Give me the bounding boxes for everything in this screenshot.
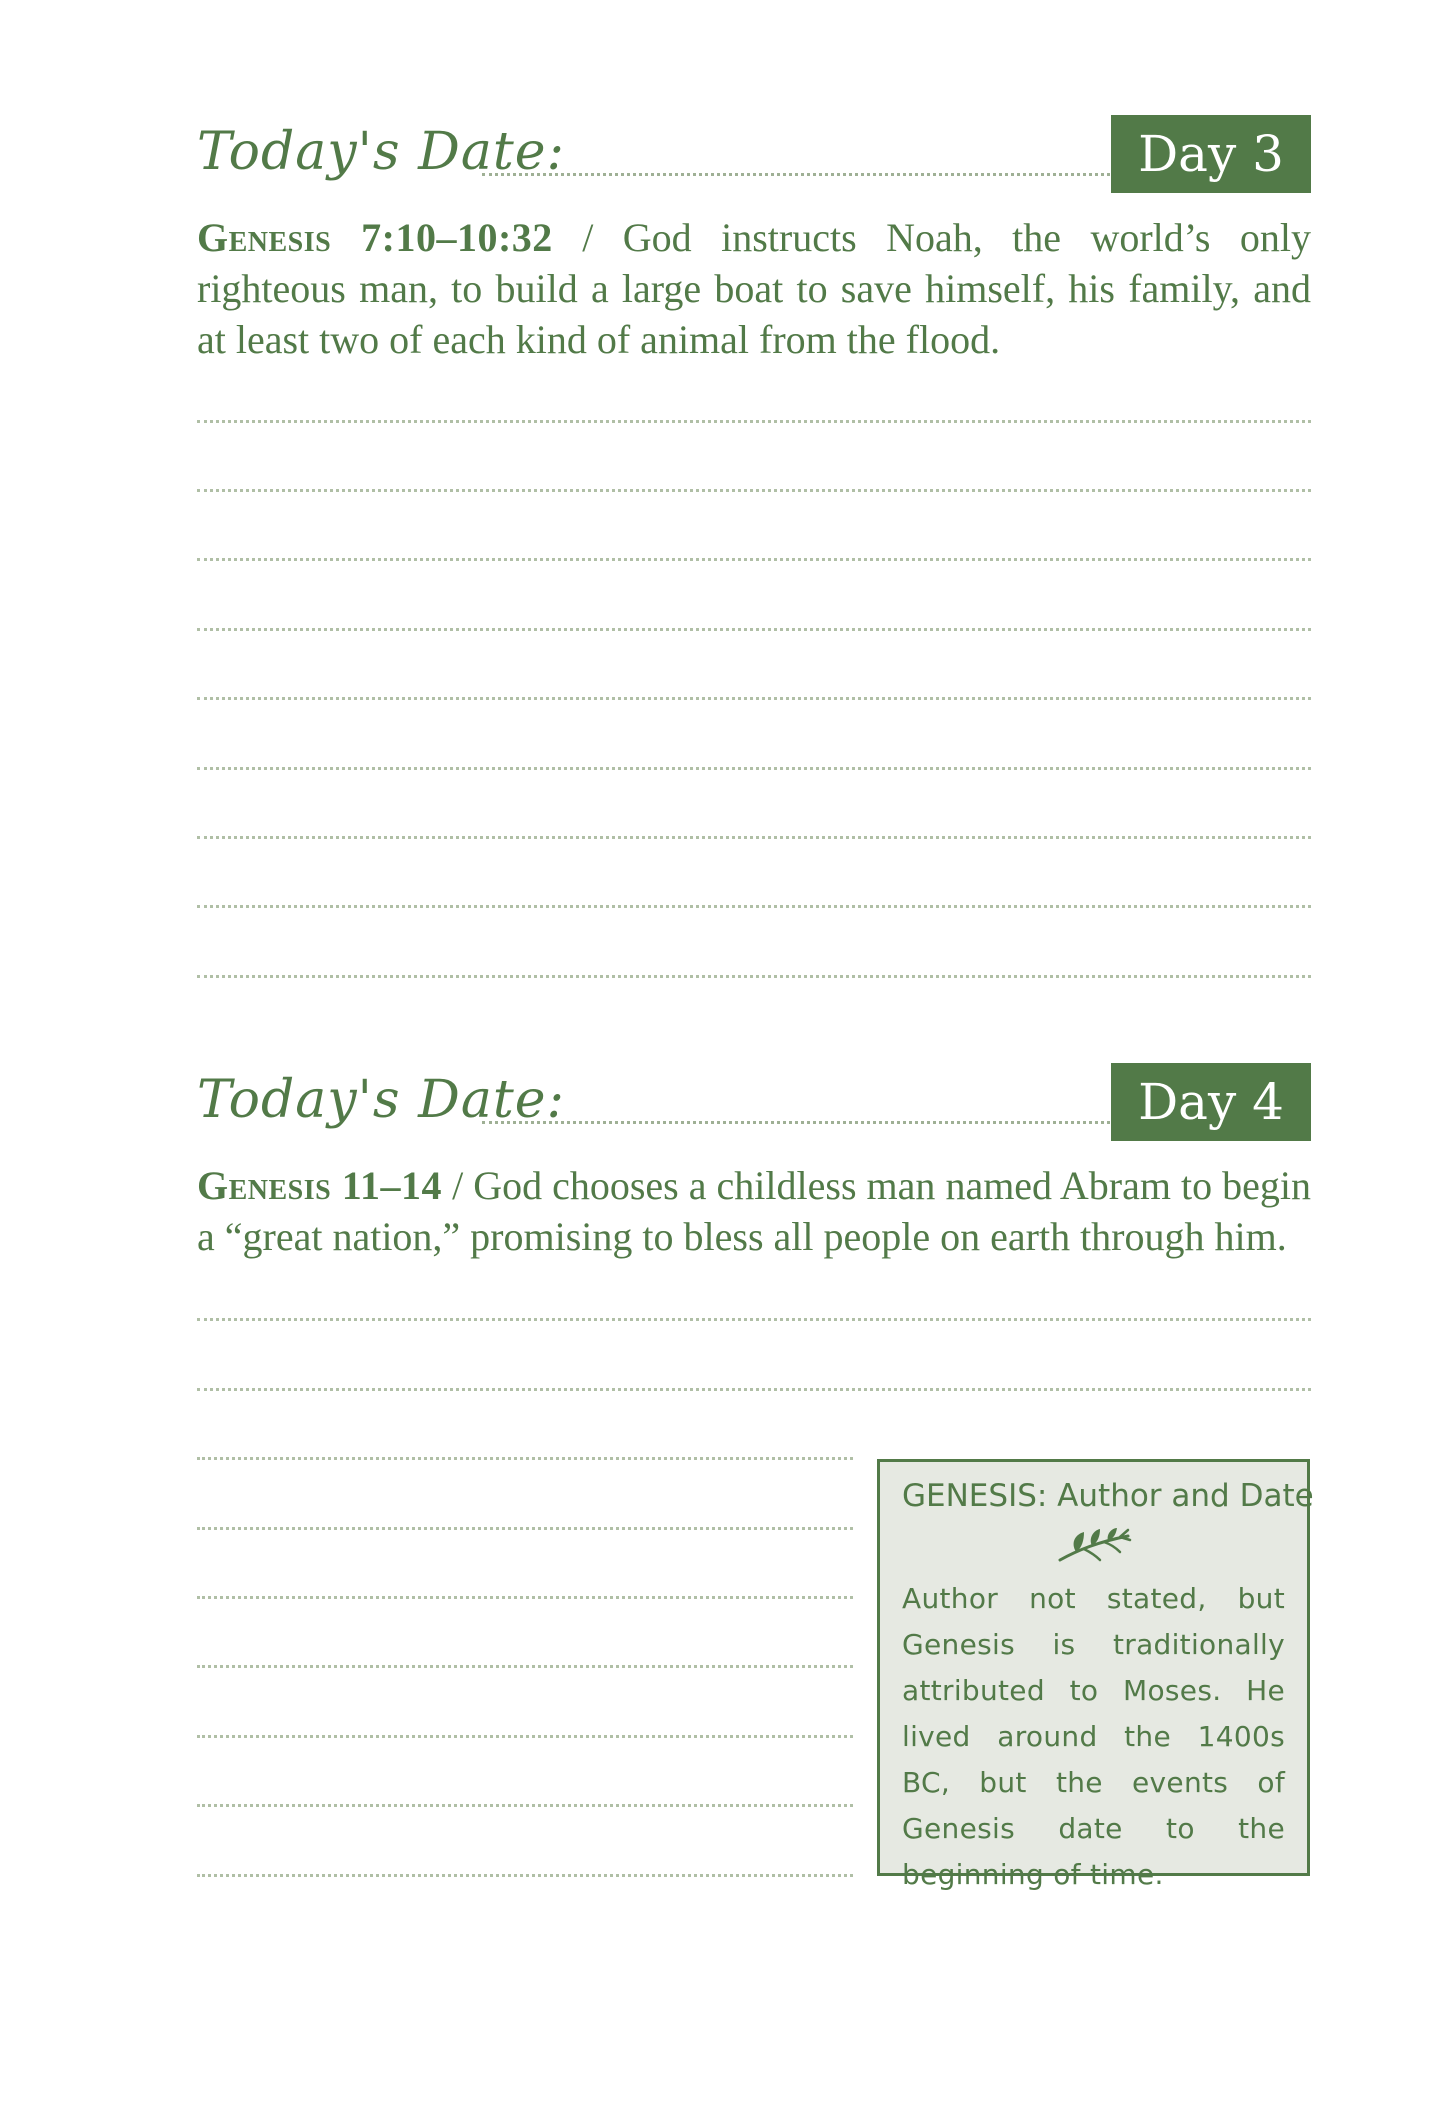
writing-line-short[interactable] <box>197 1804 853 1807</box>
writing-line[interactable] <box>197 1388 1311 1391</box>
writing-line-short[interactable] <box>197 1735 853 1738</box>
date-write-line[interactable] <box>482 1121 1182 1124</box>
writing-line-short[interactable] <box>197 1874 853 1877</box>
leaf-sprig-icon <box>1054 1526 1134 1566</box>
summary-text: God chooses a childless man named Abram to begin a “great nation,” promising to bless all people on earth through him. <box>197 1163 1311 1259</box>
reading-summary <box>197 1160 1311 1262</box>
writing-line[interactable] <box>197 1318 1311 1321</box>
scripture-reference: Genesis 11–14 <box>197 1163 443 1208</box>
todays-date-label: Today's Date: <box>197 1070 566 1130</box>
scripture-reference: Genesis 7:10–10:32 <box>197 215 553 260</box>
writing-line-short[interactable] <box>197 1665 853 1668</box>
reference-separator: / <box>552 215 623 260</box>
info-box-title: GENESIS: Author and Date <box>902 1478 1314 1514</box>
day-badge: Day 3 <box>1111 115 1311 193</box>
book-info-box <box>877 1459 1314 1891</box>
summary-text: God instructs Noah, the world’s only righteous man, to build a large boat to save himself, his family, and at least two of each kind of animal from the flood. <box>197 215 1311 362</box>
writing-line-short[interactable] <box>197 1527 853 1530</box>
reference-separator: / <box>442 1163 474 1208</box>
todays-date-label: Today's Date: <box>197 122 566 182</box>
writing-line-short[interactable] <box>197 1596 853 1599</box>
day-badge: Day 4 <box>1111 1063 1311 1141</box>
writing-line-short[interactable] <box>197 1457 853 1460</box>
info-box-body: Author not stated, but Genesis is traditionally attributed to Moses. He lived around the 1400s BC, but the events of Genesis date to the beginning of time. <box>902 1582 1285 1891</box>
